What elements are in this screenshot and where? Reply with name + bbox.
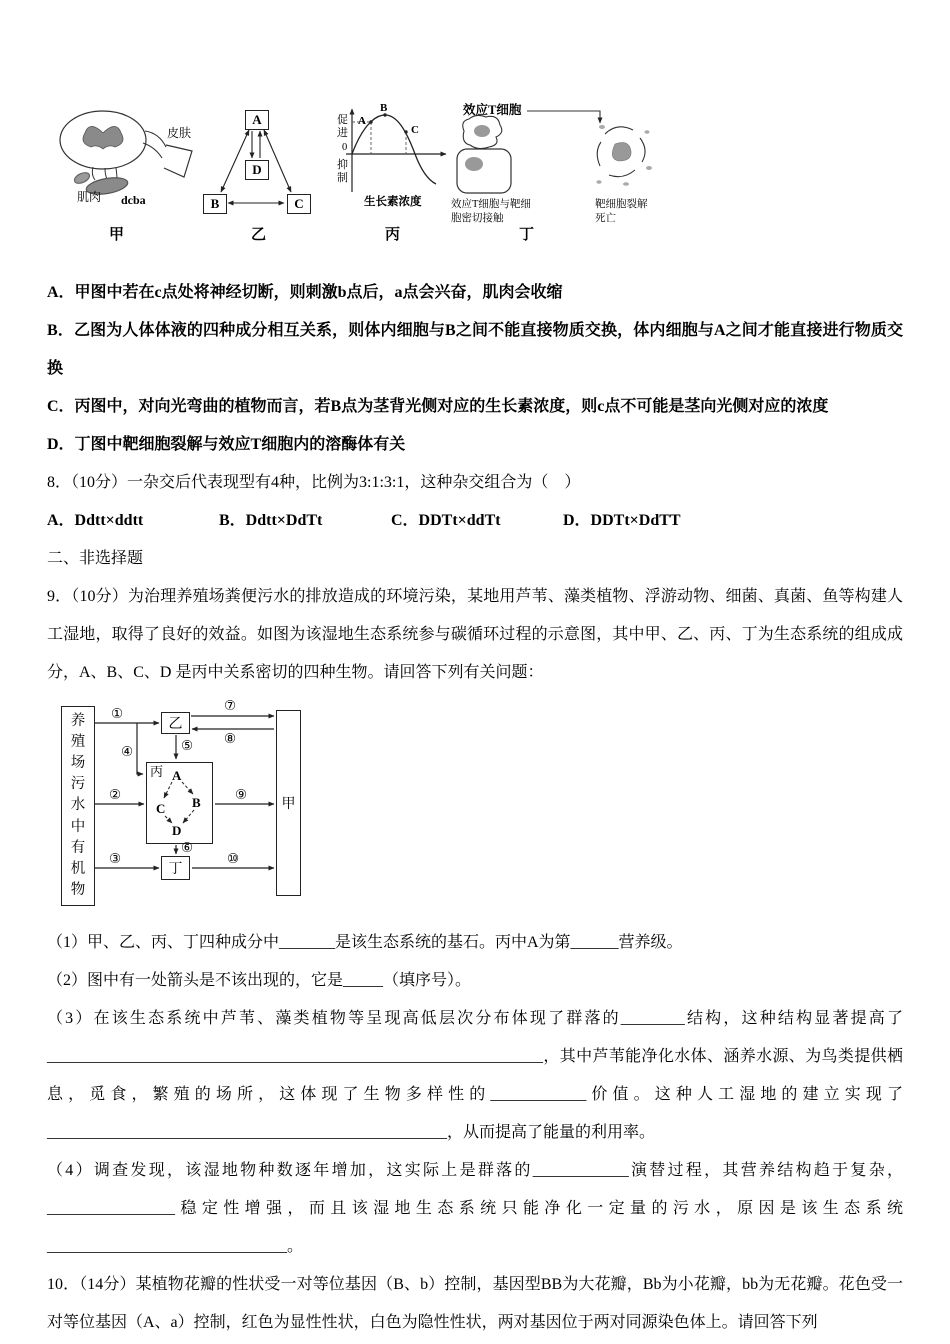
x-axis-label: 生长素浓度	[364, 196, 422, 208]
axis-label-inhibit: 抑制	[337, 159, 348, 184]
arrow-label-9: ⑨	[235, 787, 248, 802]
organism-d: D	[172, 823, 182, 838]
arrow-label-10: ⑩	[227, 851, 240, 866]
skin-label: 皮肤	[167, 126, 192, 140]
t-cell-sketch	[457, 111, 652, 193]
figure-caption-jia: 甲	[109, 227, 125, 243]
q8-stem: 8．（10分）一杂交后代表现型有4种，比例为3:1:3:1，这种杂交组合为（ ）	[47, 474, 581, 491]
component-box-jia	[276, 710, 301, 896]
arrow-label-5: ⑤	[181, 738, 194, 753]
q9-part-4: （4）调查发现，该湿地物种数逐年增加，这实际上是群落的____________演替过程，其营养结构趋于复杂，________________稳定性增强，而且该湿地生态系统只能净化一定量的污水，原因是该生态系统______________________________。	[47, 1162, 903, 1255]
q7-option-c: C．丙图中，对向光弯曲的植物而言，若B点为茎背光侧对应的生长素浓度，则c点不可能是茎向光侧对应的浓度	[47, 398, 829, 415]
q7-option-d: D．丁图中靶细胞裂解与效应T细胞内的溶酶体有关	[47, 436, 406, 453]
sewage-organic-matter-label: 养殖场污水中有机物	[70, 712, 86, 899]
curve-point-a: A	[358, 115, 366, 127]
q9-part-1: （1）甲、乙、丙、丁四种成分中_______是该生态系统的基石。丙中A为第______营养级。	[47, 934, 683, 951]
component-bing-label: 丙	[150, 764, 164, 779]
q8-option-c: C．DDTt×ddTt	[391, 512, 501, 529]
arrow-label-1: ①	[111, 706, 124, 721]
fluid-box-a: A	[245, 110, 269, 130]
arrow-label-8: ⑧	[224, 731, 237, 746]
axis-label-promote: 促进	[337, 114, 348, 139]
arrow-label-3: ③	[109, 851, 122, 866]
question7-figure	[55, 102, 903, 254]
section-header: 二、非选择题	[47, 550, 144, 567]
component-ding-label: 丁	[168, 862, 183, 877]
organism-b: B	[192, 795, 201, 810]
curve-point-b: B	[380, 102, 388, 114]
arrow-label-7: ⑦	[224, 698, 237, 713]
q9-part-3: （3）在该生态系统中芦苇、藻类植物等呈现高低层次分布体现了群落的________结构，这种结构显著提高了______________________________________________________________，其中芦苇能净化水体、涵养水源、为鸟类提供栖息，觅食，繁殖的场所，这体现了生物多样性的____________价值。这种人工湿地的建立实现了__________________________________________________，从而提高了能量的利用率。	[47, 1010, 903, 1141]
q10-stem: 10．（14分）某植物花瓣的性状受一对等位基因（B、b）控制，基因型BB为大花瓣，Bb为小花瓣，bb为无花瓣。花色受一对等位基因（A、a）控制，红色为显性性状，白色为隐性性状，两对基因位于两对同源染色体上。请回答下列	[47, 1276, 903, 1331]
component-box-yi	[161, 712, 190, 734]
q7-option-a: A．甲图中若在c点处将神经切断，则刺激b点后，a点会兴奋，肌肉会收缩	[47, 284, 563, 301]
component-box-ding	[161, 856, 190, 880]
q8-option-a: A．Ddtt×ddtt	[47, 512, 144, 529]
target-lysis-caption: 靶细胞裂解死亡	[595, 199, 648, 224]
component-yi-label: 乙	[168, 717, 183, 732]
q8-option-b: B．Ddtt×DdTt	[219, 512, 323, 529]
organism-a: A	[172, 768, 182, 783]
component-box-bing	[146, 762, 213, 844]
figure-caption-bing: 丙	[385, 227, 401, 243]
fluid-box-c: C	[287, 194, 311, 214]
t-cell-contact-caption: 效应T细胞与靶细胞密切接触	[451, 199, 531, 224]
component-jia-label: 甲	[281, 797, 296, 812]
t-cell-title: 效应T细胞	[463, 103, 522, 117]
q7-option-b: B．乙图为人体体液的四种成分相互关系，则体内细胞与B之间不能直接物质交换，体内细胞与A之间才能直接进行物质交换	[47, 322, 903, 377]
axis-origin: 0	[342, 142, 348, 153]
q8-option-d: D．DDTt×DdTT	[563, 512, 681, 529]
arrow-label-4: ④	[121, 744, 134, 759]
arrow-label-2: ②	[109, 787, 122, 802]
nerve-letters: dcba	[121, 193, 146, 207]
question9-figure	[59, 698, 903, 914]
q9-stem: 9．（10分）为治理养殖场粪便污水的排放造成的环境污染，某地用芦苇、藻类植物、浮游动物、细菌、真菌、鱼等构建人工湿地，取得了良好的效益。如图为该湿地生态系统参与碳循环过程的示意图，其中甲、乙、丙、丁为生态系统的组成成分，A、B、C、D 是丙中关系密切的四种生物。请回答下列有关问题：	[47, 588, 903, 681]
figure-caption-yi: 乙	[251, 227, 267, 243]
curve-point-c: C	[411, 124, 419, 136]
organism-c: C	[156, 801, 166, 816]
figure-caption-ding: 丁	[519, 227, 535, 243]
q9-part-2: （2）图中有一处箭头是不该出现的，它是_____（填序号）。	[47, 972, 472, 989]
fluid-box-b: B	[203, 194, 227, 214]
sewage-organic-matter-box	[61, 706, 95, 906]
arrow-label-6: ⑥	[181, 840, 194, 855]
spinal-cord-sketch	[60, 111, 192, 197]
q8-options-row	[47, 502, 903, 540]
muscle-label: 肌肉	[77, 190, 102, 204]
fluid-box-d: D	[245, 160, 269, 180]
